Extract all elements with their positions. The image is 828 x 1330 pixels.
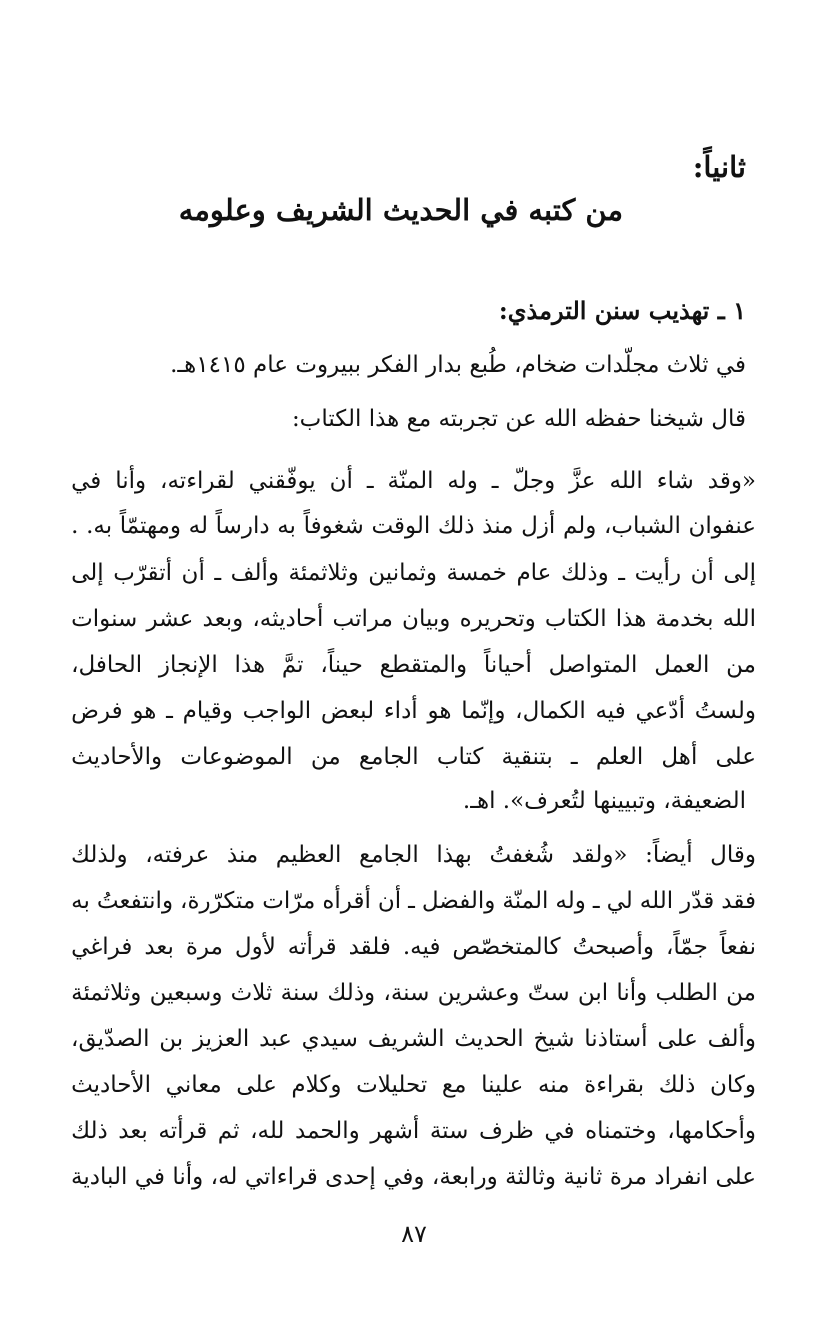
word: إحدى xyxy=(325,1164,376,1190)
word: الموضوعات xyxy=(180,744,293,770)
word: وكلام xyxy=(291,1072,342,1098)
word: المتواصل xyxy=(548,652,638,678)
word: فلقد xyxy=(348,934,391,960)
word: «وقد xyxy=(707,468,756,494)
word: وألف xyxy=(707,1026,756,1052)
word: وقال xyxy=(710,842,756,868)
word: ـ xyxy=(408,888,415,914)
word: شُغفتُ xyxy=(489,842,555,868)
text-line: الضعيفة، وتبيينها لتُعرف». اهـ. xyxy=(462,788,746,814)
word: ستّ xyxy=(527,980,570,1006)
word: ولم xyxy=(562,513,597,539)
word: وتحريره xyxy=(459,606,536,632)
word: ظرف xyxy=(478,1118,534,1144)
item-heading: ١ ـ تهذيب سنن الترمذي: xyxy=(498,296,746,325)
word: به xyxy=(71,888,90,914)
word: على xyxy=(715,1164,756,1190)
text-line xyxy=(71,652,756,678)
word: مع xyxy=(441,1072,467,1098)
word: فراغي xyxy=(71,934,133,960)
word: ـ xyxy=(366,468,374,494)
text-line xyxy=(71,698,756,724)
word: لقراءته، xyxy=(160,468,235,494)
word: أن xyxy=(181,560,205,586)
word: الحديث xyxy=(454,1026,524,1052)
text-line xyxy=(71,468,756,494)
word: الأحاديث xyxy=(71,1072,152,1098)
word: الجامع xyxy=(358,744,419,770)
word: أقرأه xyxy=(322,888,371,914)
word: وذلك xyxy=(560,560,609,586)
word: قدّر xyxy=(680,888,715,914)
word: وختمناه xyxy=(585,1118,657,1144)
word: فيه xyxy=(595,698,626,724)
word: الكمال، xyxy=(515,698,586,724)
word: العمل xyxy=(654,652,710,678)
word: سنة xyxy=(280,980,320,1006)
word: أستاذنا xyxy=(584,1026,648,1052)
word: والحمد xyxy=(295,1118,360,1144)
word: فيه. xyxy=(402,934,441,960)
word: دارساً xyxy=(215,513,270,539)
word: تمَّ xyxy=(281,652,304,678)
word: أن xyxy=(690,560,714,586)
word: وله xyxy=(447,468,478,494)
word: سيدي xyxy=(301,1026,358,1052)
word: وبعد xyxy=(202,606,244,632)
word: بقراءة xyxy=(584,1072,645,1098)
word: وأنا xyxy=(115,468,147,494)
word: وثلاثمئة xyxy=(288,560,359,586)
intro-line: قال شيخنا حفظه الله عن تجربته مع هذا الكتاب: xyxy=(291,406,746,432)
word: عام xyxy=(516,560,552,586)
word: له، xyxy=(210,1164,238,1190)
word: أن xyxy=(377,888,402,914)
word: بعد xyxy=(118,1118,148,1144)
word: ورابعة، xyxy=(431,1164,498,1190)
word: هذا xyxy=(234,652,266,678)
word: حيناً، xyxy=(320,652,363,678)
text-line xyxy=(71,842,756,868)
word: وألف xyxy=(230,560,279,586)
word: البادية xyxy=(71,1164,128,1190)
word: به xyxy=(277,513,296,539)
word: منذ xyxy=(226,842,259,868)
word: أحياناً xyxy=(483,652,532,678)
word: على xyxy=(715,744,756,770)
word: متكرّرة، xyxy=(180,888,256,914)
word: أتقرّب xyxy=(113,560,172,586)
word: من xyxy=(310,744,341,770)
text-line xyxy=(71,560,756,586)
word: على xyxy=(657,1026,698,1052)
word: عبد xyxy=(259,1026,292,1052)
word: عزَّ xyxy=(569,468,596,494)
word: «ولقد xyxy=(571,842,628,868)
word: شيخ xyxy=(533,1026,575,1052)
text-line xyxy=(71,513,756,539)
word: وذلك xyxy=(327,980,376,1006)
word: ذلك xyxy=(437,513,475,539)
word: أحاديثه، xyxy=(252,606,324,632)
word: والفضل xyxy=(421,888,496,914)
word: الواجب xyxy=(242,698,312,724)
word: وكان xyxy=(710,1072,756,1098)
word: عشر xyxy=(146,606,194,632)
word: أهل xyxy=(661,744,698,770)
word: في xyxy=(544,1118,575,1144)
word: شاء xyxy=(656,468,694,494)
word: أزل xyxy=(521,513,556,539)
word: والأحاديث xyxy=(71,744,163,770)
word: هو xyxy=(427,698,452,724)
word: العلم xyxy=(595,744,644,770)
word: ـ xyxy=(618,560,626,586)
word: هو xyxy=(132,698,157,724)
word: عرفته، xyxy=(145,842,210,868)
word: الصدّيق، xyxy=(71,1026,150,1052)
word: ثانية xyxy=(563,1164,603,1190)
word: الشباب، xyxy=(603,513,681,539)
word: ثم xyxy=(217,1118,240,1144)
text-line xyxy=(71,1164,756,1190)
word: وثالثة xyxy=(505,1164,556,1190)
word: العظيم xyxy=(275,842,342,868)
word: سنوات xyxy=(71,606,138,632)
word: أيضاً: xyxy=(645,842,693,868)
word: وأنا xyxy=(616,980,648,1006)
word: العزيز xyxy=(192,1026,250,1052)
word: أن xyxy=(329,468,353,494)
word: عنفوان xyxy=(688,513,756,539)
word: الله xyxy=(609,468,643,494)
word: شغوفاً xyxy=(303,513,364,539)
word: الطلب xyxy=(655,980,718,1006)
word: جمّاً، xyxy=(665,934,708,960)
word: في xyxy=(134,1164,165,1190)
text-line xyxy=(71,1118,756,1144)
word: بهذا xyxy=(436,842,472,868)
word: به. xyxy=(86,513,113,539)
word: قراءاتي xyxy=(244,1164,318,1190)
word: مرة xyxy=(609,1164,647,1190)
word: الله xyxy=(639,888,674,914)
word: أشهر xyxy=(370,1118,420,1144)
word: ـ xyxy=(166,698,173,724)
word: فرض xyxy=(71,698,123,724)
word: الحافل، xyxy=(71,652,143,678)
word: أدّعي xyxy=(635,698,686,724)
word: وأصبحتُ xyxy=(572,934,654,960)
word: ذلك xyxy=(71,1118,108,1144)
word: له xyxy=(188,513,208,539)
word: تحليلات xyxy=(356,1072,428,1098)
word: والمتقطع xyxy=(379,652,468,678)
text-line xyxy=(71,888,756,914)
word: بعد xyxy=(144,934,174,960)
word: معاني xyxy=(165,1072,222,1098)
word: الله xyxy=(722,606,756,632)
word: من xyxy=(726,980,756,1006)
word: لله، xyxy=(250,1118,285,1144)
word: نفعاً xyxy=(719,934,756,960)
word: وجلّ xyxy=(512,468,556,494)
word: بن xyxy=(159,1026,184,1052)
section-label: ثانياً: xyxy=(692,150,746,184)
word: مراتب xyxy=(332,606,393,632)
word: وانتفعتُ xyxy=(96,888,174,914)
word: ولستُ xyxy=(694,698,756,724)
word: من xyxy=(726,652,756,678)
publication-line: في ثلاث مجلّدات ضخام، طُبع بدار الفكر ببيروت عام ١٤١٥هـ. xyxy=(170,352,746,378)
word: ذلك xyxy=(658,1072,696,1098)
word: وله xyxy=(555,888,586,914)
word: وأحكامها، xyxy=(667,1118,756,1144)
word: كالمتخصّص xyxy=(452,934,561,960)
word: وثلاثمئة xyxy=(71,980,142,1006)
word: فقد xyxy=(721,888,756,914)
word: الجامع xyxy=(358,842,419,868)
word: ـ xyxy=(214,560,222,586)
word: قرأته xyxy=(158,1118,208,1144)
text-line xyxy=(71,744,756,770)
word: لبعض xyxy=(320,698,375,724)
word: كتاب xyxy=(436,744,484,770)
word: إلى xyxy=(723,560,756,586)
word: ـ xyxy=(592,888,600,914)
page-number: ٨٧ xyxy=(401,1220,427,1248)
word: انفراد xyxy=(654,1164,709,1190)
word: يوفّقني xyxy=(248,468,316,494)
word: وإنّما xyxy=(461,698,506,724)
word: هذا xyxy=(615,606,647,632)
word: ستة xyxy=(429,1118,469,1144)
word: وثمانين xyxy=(368,560,437,586)
word: وعشرين xyxy=(437,980,520,1006)
word: ابن xyxy=(577,980,609,1006)
word: قرأته xyxy=(287,934,337,960)
word: ومهتمّاً xyxy=(119,513,182,539)
text-line xyxy=(71,934,756,960)
word: لأول xyxy=(234,934,276,960)
word: مرّات xyxy=(262,888,316,914)
word: المنّة xyxy=(387,468,434,494)
word: أداء xyxy=(383,698,418,724)
word: علينا xyxy=(481,1072,524,1098)
word: الإنجاز xyxy=(158,652,218,678)
text-line xyxy=(71,1026,756,1052)
word: الكتاب xyxy=(544,606,607,632)
word: الوقت xyxy=(371,513,431,539)
word: وسبعين xyxy=(149,980,223,1006)
word: بتنقية xyxy=(501,744,553,770)
word: وبيان xyxy=(402,606,451,632)
word: ثلاث xyxy=(230,980,273,1006)
word: وقيام xyxy=(182,698,233,724)
word: إلى xyxy=(71,560,104,586)
word: المنّة xyxy=(502,888,549,914)
word: بخدمة xyxy=(655,606,714,632)
word: ـ xyxy=(570,744,578,770)
word: خمسة xyxy=(446,560,507,586)
section-title: من كتبه في الحديث الشريف وعلومه xyxy=(178,193,623,227)
word: رأيت xyxy=(634,560,682,586)
word: في xyxy=(71,468,102,494)
word: وفي xyxy=(383,1164,425,1190)
word: ـ xyxy=(491,468,499,494)
word: مرة xyxy=(185,934,223,960)
text-line xyxy=(71,606,756,632)
word: منذ xyxy=(482,513,514,539)
word: على xyxy=(236,1072,277,1098)
word: لي xyxy=(606,888,633,914)
word: الشريف xyxy=(367,1026,445,1052)
word: . xyxy=(71,513,79,539)
word: منه xyxy=(537,1072,570,1098)
word: سنة، xyxy=(383,980,430,1006)
text-line xyxy=(71,1072,756,1098)
text-line xyxy=(71,980,756,1006)
word: ولذلك xyxy=(71,842,128,868)
word: وأنا xyxy=(172,1164,204,1190)
